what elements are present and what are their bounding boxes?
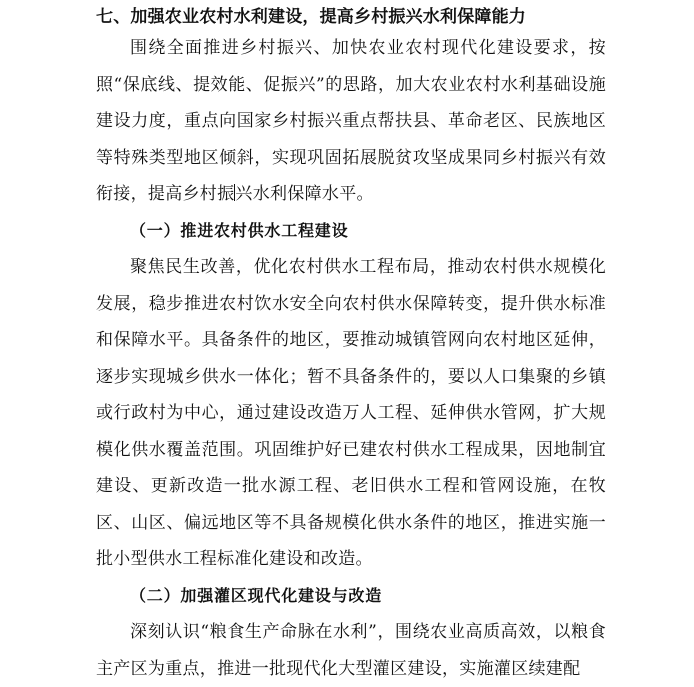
intro-text-after-cursor: 兴水利保障水平。: [235, 184, 374, 204]
subsection-2-body: 深刻认识“粮食生产命脉在水利”，围绕农业高质高效，以粮食主产区为重点，推进一批现代化大型灌区建设，实施灌区续建配: [96, 622, 606, 679]
subsection-1-body: 聚焦民生改善，优化农村供水工程布局，推动农村供水规模化发展，稳步推进农村饮水安全向农村供水保障转变，提升供水标准和保障水平。具备条件的地区，要推动城镇管网向农村地区延伸，逐步实现城乡供水一体化；暂不具备条件的，要以人口集聚的乡镇或行政村为中心，通过建设改造万人工程、延伸供水管网，扩大规模化供水覆盖范围。巩固维护好已建农村供水工程成果，因地制宜建设、更新改造一批水源工程、老旧供水工程和管网设施，在牧区、山区、偏远地区等不具备规模化供水条件的地区，推进实施一批小型供水工程标准化建设和改造。: [96, 257, 606, 569]
intro-text-before-cursor: 围绕全面推进乡村振兴、加快农业农村现代化建设要求，按照“保底线、提效能、促振兴”的思路，加大农业农村水利基础设施建设力度，重点向国家乡村振兴重点帮扶县、革命老区、民族地区等特殊类型地区倾斜，实现巩固拓展脱贫攻坚成果同乡村振兴有效衔接，提高乡村振: [96, 38, 606, 204]
subsection-1-title: （一）推进农村供水工程建设: [130, 220, 349, 240]
section-heading: 七、加强农业农村水利建设，提高乡村振兴水利保障能力: [96, 7, 526, 27]
document-page: [96, 0, 606, 687]
subsection-2-title: （二）加强灌区现代化建设与改造: [130, 585, 383, 605]
intro-paragraph[interactable]: [96, 30, 606, 213]
